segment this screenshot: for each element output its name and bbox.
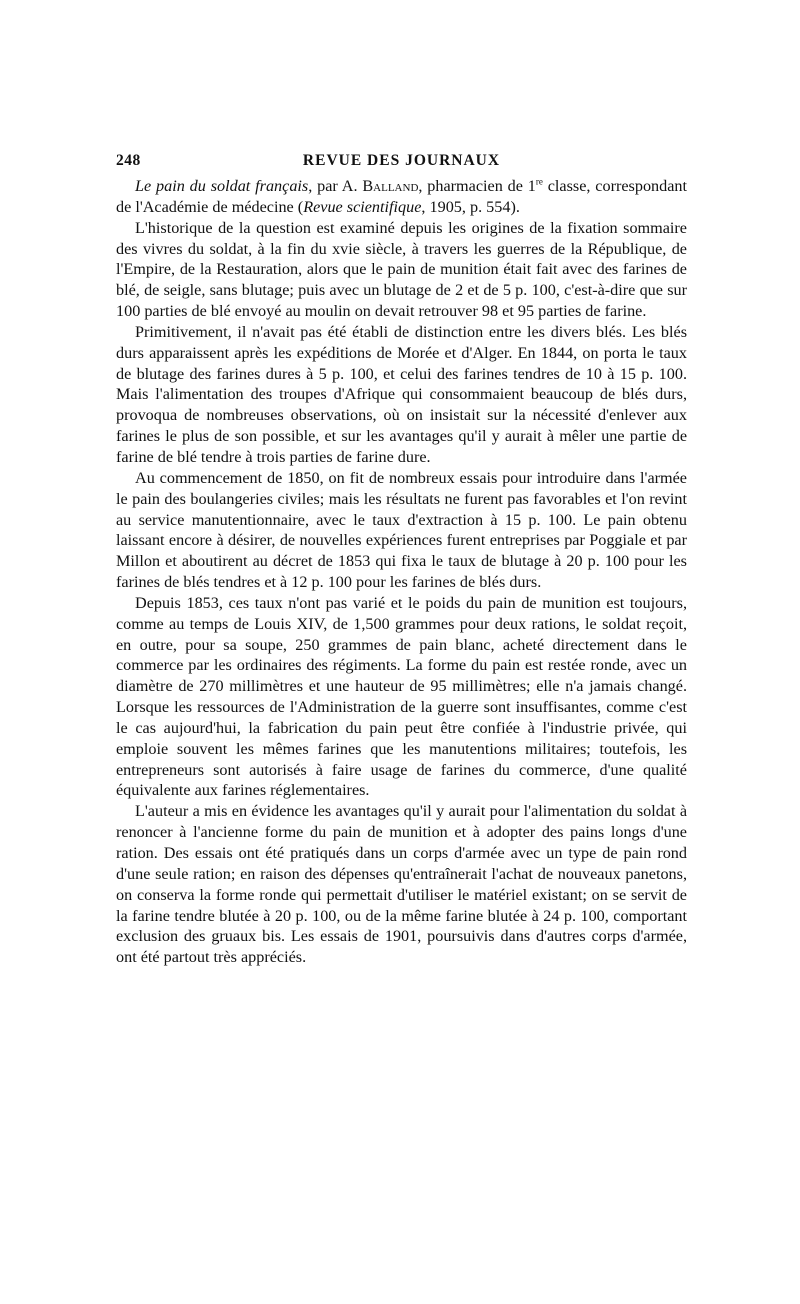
page-number: 248 xyxy=(116,152,141,169)
affiliation-superscript: re xyxy=(535,176,543,187)
article-body xyxy=(116,176,687,968)
citation-reference: , 1905, p. 554). xyxy=(421,197,520,216)
page-header xyxy=(116,150,687,176)
paragraph-primitivement: Primitivement, il n'avait pas été établi de distinction entre les divers blés. Les blés durs apparaissent après les expéditions de Morée et d'Alger. En 1844, on porta le taux de blutage des farines dures à 5 p. 100, et celui des farines tendres de 10 à 15 p. 100. Mais l'alimentation des troupes d'Afrique qui consommaient beaucoup de blés durs, provoqua de nombreuses observations, où on insistait sur la nécessité d'enlever aux farines le plus de son possible, et sur les avantages qu'il y aurait à mêler une partie de farine de blé tendre à trois parties de farine dure. xyxy=(116,322,687,466)
paragraph-historique: L'historique de la question est examiné depuis les origines de la fixation sommaire des vivres du soldat, à la fin du xvie siècle, à travers les guerres de la République, de l'Empire, de la Restauration, alors que le pain de munition était fait avec des farines de blé, de seigle, sans blutage; puis avec un blutage de 2 et de 5 p. 100, c'est-à-dire que sur 100 parties de blé envoyé au moulin on devait retrouver 98 et 95 parties de farine. xyxy=(116,218,687,321)
paragraph-depuis-1853: Depuis 1853, ces taux n'ont pas varié et le poids du pain de munition est toujours, comme au temps de Louis XIV, de 1,500 grammes pour deux rations, le soldat reçoit, en outre, pour sa soupe, 250 grammes de pain blanc, acheté directement dans le commerce par les ordinaires des régiments. La forme du pain est restée ronde, avec un diamètre de 270 millimètres et une hauteur de 95 millimètres; elle n'a jamais changé. Lorsque les ressources de l'Administration de la guerre sont insuffisantes, comme c'est le cas aujourd'hui, la fabrication du pain peut être confiée à l'industrie privée, qui emploie souvent les mêmes farines que les manutentions militaires; toutefois, les entrepreneurs sont autorisés à faire usage de farines du commerce, d'une qualité équivalente aux farines réglementaires. xyxy=(116,593,687,800)
article-citation xyxy=(116,176,687,218)
author-affiliation-rest: classe, correspondant de l'Académie de médecine ( xyxy=(116,177,687,216)
paragraph-commencement-1850: Au commencement de 1850, on fit de nombreux essais pour introduire dans l'armée le pain des boulangeries civiles; mais les résultats ne furent pas favorables et l'on revint au service manutentionnaire, avec le taux d'extraction à 15 p. 100. Le pain obtenu laissant encore à désirer, de nouvelles expériences furent entreprises par Poggiale et par Millon et aboutirent au décret de 1853 qui fixa le taux de blutage à 20 p. 100 pour les farines de blés tendres et à 12 p. 100 pour les farines de blés durs. xyxy=(116,468,687,592)
paragraph-auteur: L'auteur a mis en évidence les avantages qu'il y aurait pour l'alimentation du soldat à renoncer à l'ancienne forme du pain de munition et à adopter des pains longs d'une ration. Des essais ont été pratiqués dans un corps d'armée avec un type de pain rond d'une seule ration; en raison des dépenses qu'entraînerait l'achat de nouveaux panetons, on conserva la forme ronde qui permettait d'utiliser le matériel existant; on se servit de la farine tendre blutée à 20 p. 100, ou de la même farine blutée à 24 p. 100, comportant exclusion des gruaux bis. Les essais de 1901, poursuivis dans d'autres corps d'armée, ont été partout très appréciés. xyxy=(116,802,687,967)
article-title: Le pain du soldat français xyxy=(135,177,309,195)
document-page xyxy=(116,150,687,968)
running-title: REVUE DES JOURNAUX xyxy=(302,152,501,169)
author-name: Balland xyxy=(362,177,419,195)
author-affiliation: , pharmacien de 1 xyxy=(418,177,536,195)
journal-name: Revue scientifique xyxy=(303,197,422,216)
citation-by: , par A. xyxy=(308,177,363,195)
